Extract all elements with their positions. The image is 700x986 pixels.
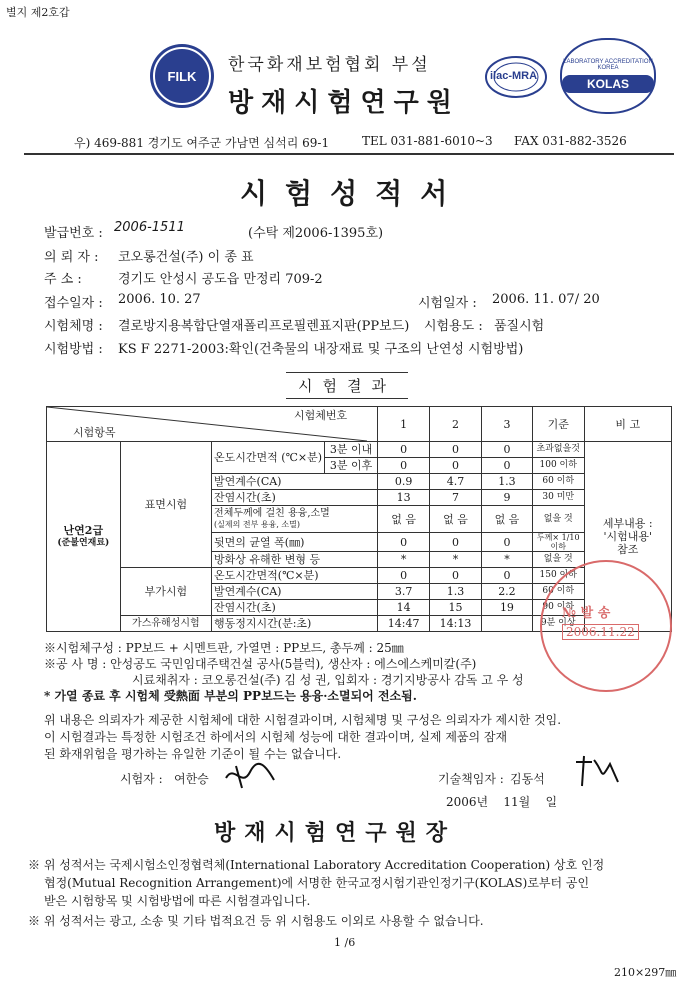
tester-signature [222, 758, 278, 792]
header-test-item: 시험항목 [73, 426, 116, 439]
col-header-3: 3 [481, 407, 532, 442]
tester-name: 여한승 [174, 772, 209, 786]
test-date-value: 2006. 11. 07/ 20 [492, 292, 600, 307]
specimen-value: 결로방지용복합단열재폴리프로필렌표지판(PP보드) [118, 319, 410, 334]
grade-cell [47, 442, 121, 632]
row-10-v1: 14:47 [378, 616, 430, 632]
row-5-criteria: 두께× 1/10이하 [532, 533, 584, 552]
row-4-v1: 없 음 [378, 506, 430, 533]
row-8-item: 발연계수(CA) [212, 584, 378, 600]
row-1-v2: 0 [430, 458, 482, 474]
row-4-v2: 없 음 [430, 506, 482, 533]
issue-number-value: 2006-1511 [114, 220, 185, 235]
kolas-ring-text: LABORATORY ACCREDITATION KOREA [563, 59, 653, 71]
method-value: KS F 2271-2003:확인(건축물의 내장재료 및 구조의 난연성 시험방법) [118, 342, 524, 357]
remarks-line-3: 참조 [617, 543, 639, 556]
specimen-label: 시험체명 : [44, 319, 103, 334]
row-8-v1: 3.7 [378, 584, 430, 600]
address-label: 주 소 : [44, 272, 82, 287]
tech-manager-name: 김동석 [510, 772, 545, 786]
row-5-v1: 0 [378, 533, 430, 552]
test-date-label: 시험일자 : [418, 296, 477, 311]
remarks-line-2: '시험내용' [603, 530, 653, 543]
note-sampler: 시료채취자 : 코오롱건설(주) 김 성 권, 입회자 : 경기지방공사 감독 고 우 성 [132, 673, 524, 687]
org-tel: TEL 031-881-6010~3 [362, 134, 493, 148]
ilac-logo [484, 54, 548, 100]
row-8-criteria: 60 이하 [532, 584, 584, 600]
row-6-criteria: 없을 것 [532, 552, 584, 568]
org-subtitle: 한국화재보험협회 부설 [228, 55, 431, 75]
kolas-logo-text: KOLAS [562, 75, 654, 93]
header-divider [24, 153, 674, 155]
row-1-criteria: 100 이하 [532, 458, 584, 474]
filk-logo [150, 44, 214, 108]
row-9-v3: 19 [481, 600, 532, 616]
row-5-item: 뒷면의 균열 폭(㎜) [212, 533, 378, 552]
results-title: 시험결과 [286, 372, 408, 399]
row-7-v1: 0 [378, 568, 430, 584]
row-7-criteria: 150 이하 [532, 568, 584, 584]
col-header-1: 1 [378, 407, 430, 442]
ilac-logo-text: ilac-MRA [490, 70, 538, 82]
receipt-date-label: 접수일자 : [44, 296, 103, 311]
note-composition: ※시험체구성 : PP보드 + 시멘트판, 가열면 : PP보드, 총두께 : 25㎜ [44, 641, 404, 655]
row-6-v2: * [430, 552, 482, 568]
grade-sub-label: (준불연재료) [57, 537, 110, 548]
address-value: 경기도 안성시 공도읍 만정리 709-2 [118, 272, 323, 287]
tech-manager-label: 기술책임자 : [438, 772, 504, 786]
client-value: 코오롱건설(주) 이 종 표 [118, 250, 254, 265]
stamp-date: 2006.11.22 [562, 624, 639, 640]
intl-line-2: 협정(Mutual Recognition Arrangement)에 서명한 한국교정시험기관인정기구(KOLAS)로부터 공인 [44, 876, 590, 890]
dispatch-stamp [540, 560, 672, 692]
receipt-date-value: 2006. 10. 27 [118, 292, 201, 307]
filk-logo-text: FILK [153, 47, 211, 105]
purpose-label: 시험용도 : [424, 319, 483, 334]
row-3-criteria: 30 미만 [532, 490, 584, 506]
row-2-item: 발연계수(CA) [212, 474, 378, 490]
page-number: 1 /6 [334, 936, 356, 949]
tester-label: 시험자 : [120, 772, 163, 786]
row-9-item: 잔염시간(초) [212, 600, 378, 616]
row-2-v3: 1.3 [481, 474, 532, 490]
consign-number: (수탁 제2006-1395호) [248, 226, 384, 241]
row-0-sub: 3분 이내 [325, 442, 378, 458]
row-8-v3: 2.2 [481, 584, 532, 600]
col-header-criteria: 기준 [532, 407, 584, 442]
org-fax: FAX 031-882-3526 [514, 134, 627, 148]
intl-line-4: ※ 위 성적서는 광고, 소송 및 기타 법적요건 등 위 시험용도 이외로 사용할 수 없습니다. [28, 914, 484, 928]
row-5-v3: 0 [481, 533, 532, 552]
row-0-criteria: 초과없을것 [532, 442, 584, 458]
form-number: 별지 제2호갑 [6, 6, 70, 19]
surface-test-label: 표면시험 [120, 442, 211, 568]
issue-number-label: 발급번호 : [44, 226, 103, 241]
row-9-v2: 15 [430, 600, 482, 616]
row-10-v3 [481, 616, 532, 632]
intl-line-3: 받은 시험항목 및 시험방법에 따른 시험결과입니다. [44, 894, 311, 908]
table-corner [47, 407, 378, 442]
row-4-item-sub: (실제의 전부 용융, 소멸) [214, 520, 300, 529]
row-2-v1: 0.9 [378, 474, 430, 490]
note-melting: * 가열 종료 후 시험체 受熱面 부분의 PP보드는 용융·소멸되어 전소됨. [44, 689, 417, 703]
additional-test-label: 부가시험 [120, 568, 211, 616]
sign-date: 2006년 11월 일 [446, 795, 558, 809]
institute-director: 방재시험연구원장 [214, 820, 457, 846]
row-3-v1: 13 [378, 490, 430, 506]
paper-size: 210×297㎜ [614, 966, 677, 979]
row-4-item-cell [212, 506, 378, 533]
row-10-item: 행동정지시간(분:초) [212, 616, 378, 632]
row-4-item: 전체두께에 걸친 용융,소멸 [214, 508, 330, 519]
row-8-v2: 1.3 [430, 584, 482, 600]
row-3-item: 잔염시간(초) [212, 490, 378, 506]
row-0-v2: 0 [430, 442, 482, 458]
grade-label: 난연2급 [63, 523, 104, 537]
row-9-criteria: 90 이하 [532, 600, 584, 616]
purpose-value: 품질시험 [494, 319, 545, 334]
method-label: 시험방법 : [44, 342, 103, 357]
tech-manager-signature [570, 752, 626, 792]
row-7-v3: 0 [481, 568, 532, 584]
col-header-remarks: 비 고 [584, 407, 671, 442]
row-10-v2: 14:13 [430, 616, 482, 632]
row-9-v1: 14 [378, 600, 430, 616]
row-7-item: 온도시간면적(℃×분) [212, 568, 378, 584]
row-2-v2: 4.7 [430, 474, 482, 490]
note-project: ※공 사 명 : 안성공도 국민임대주택건설 공사(5블럭), 생산자 : 에스에스케미칼(주) [44, 657, 477, 671]
document-title: 시험성적서 [240, 177, 466, 210]
row-1-sub: 3분 이후 [325, 458, 378, 474]
para-line-3: 된 화재위험을 평가하는 유일한 기준이 될 수는 없습니다. [44, 747, 342, 761]
row-6-v1: * [378, 552, 430, 568]
kolas-logo [560, 38, 656, 114]
row-5-v2: 0 [430, 533, 482, 552]
header-specimen-no: 시험체번호 [294, 409, 348, 422]
gas-test-label: 가스유해성시험 [120, 616, 211, 632]
row-1-v1: 0 [378, 458, 430, 474]
para-line-2: 이 시험결과는 특정한 시험조건 하에서의 시험체 성능에 대한 결과이며, 실제 제품의 잠재 [44, 730, 508, 744]
para-line-1: 위 내용은 의뢰자가 제공한 시험체에 대한 시험결과이며, 시험체명 및 구성은 의뢰자가 제시한 것임. [44, 713, 562, 727]
row-6-v3: * [481, 552, 532, 568]
row-3-v2: 7 [430, 490, 482, 506]
row-0-item: 온도시간면적 (℃×분) [212, 442, 325, 474]
row-4-criteria: 없을 것 [532, 506, 584, 533]
stamp-label: № 발 송 [562, 606, 611, 621]
org-address: 우) 469-881 경기도 여주군 가남면 심석리 69-1 [74, 136, 330, 150]
row-0-v3: 0 [481, 442, 532, 458]
row-1-v3: 0 [481, 458, 532, 474]
row-3-v3: 9 [481, 490, 532, 506]
row-10-criteria: 9분 이상 [532, 616, 584, 632]
org-name: 방재시험연구원 [228, 88, 460, 118]
row-2-criteria: 60 이하 [532, 474, 584, 490]
row-6-item: 방화상 유해한 변형 등 [212, 552, 378, 568]
table-row [47, 442, 672, 458]
col-header-2: 2 [430, 407, 482, 442]
row-7-v2: 0 [430, 568, 482, 584]
row-4-v3: 없 음 [481, 506, 532, 533]
remarks-line-1: 세부내용 : [602, 517, 653, 530]
client-label: 의 뢰 자 : [44, 250, 99, 265]
intl-line-1: ※ 위 성적서는 국제시험소인정협력체(International Laboratory Accreditation Cooperation) 상호 인정 [28, 858, 605, 872]
row-0-v1: 0 [378, 442, 430, 458]
